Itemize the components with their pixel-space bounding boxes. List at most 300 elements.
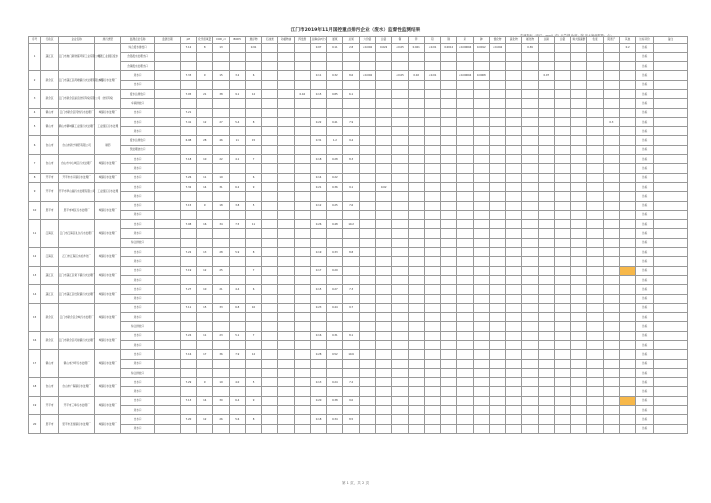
cell-value [620, 359, 636, 368]
cell-value: 7.21 [180, 108, 196, 117]
cell-value [408, 182, 424, 191]
cell-value [343, 313, 359, 322]
cell-value [571, 424, 587, 433]
cell-value [603, 192, 619, 201]
cell-value [294, 266, 310, 275]
cell-value [213, 192, 229, 201]
cell-value [522, 359, 538, 368]
cell-value: 7.13 [180, 396, 196, 405]
cell-value [620, 415, 636, 424]
cell-remark [653, 415, 687, 424]
cell-value [571, 164, 587, 173]
cell-value [213, 229, 229, 238]
cell-value [376, 257, 392, 266]
cell-value [489, 285, 505, 294]
cell-seq: 16 [29, 331, 41, 350]
cell-value [376, 71, 392, 80]
cell-value [278, 257, 294, 266]
cell-value [376, 424, 392, 433]
table-row [29, 406, 688, 415]
cell-value [587, 350, 603, 359]
cell-value [310, 238, 326, 247]
cell-value [457, 182, 473, 191]
cell-value [180, 341, 196, 350]
cell-value [554, 108, 570, 117]
cell-value: 36 [213, 350, 229, 359]
column-header: 备注 [653, 37, 687, 44]
cell-value [294, 229, 310, 238]
column-header: 锌 [408, 37, 424, 44]
cell-value [587, 359, 603, 368]
cell-seq: 10 [29, 201, 41, 220]
cell-value [538, 145, 554, 154]
cell-value [473, 424, 489, 433]
cell-value [359, 62, 375, 71]
table-row [29, 145, 688, 154]
cell-value [376, 173, 392, 182]
cell-date [155, 303, 181, 312]
cell-value: 0.11 [310, 71, 326, 80]
cell-eval: 达标 [636, 43, 654, 52]
cell-value [457, 127, 473, 136]
cell-seq: 4 [29, 108, 41, 117]
cell-value [213, 387, 229, 396]
cell-value [571, 303, 587, 312]
cell-eval: 达标 [636, 173, 654, 182]
cell-value: 7.22 [180, 248, 196, 257]
table-row [29, 136, 688, 145]
cell-eval: 达标 [636, 71, 654, 80]
cell-date [155, 322, 181, 331]
cell-value [457, 210, 473, 219]
cell-value [506, 257, 522, 266]
cell-value [180, 192, 196, 201]
cell-value [294, 248, 310, 257]
cell-value [473, 201, 489, 210]
cell-value [376, 164, 392, 173]
cell-value [522, 220, 538, 229]
cell-value [538, 285, 554, 294]
cell-value [473, 294, 489, 303]
cell-date [155, 99, 181, 108]
cell-value [408, 396, 424, 405]
cell-remark [653, 155, 687, 164]
cell-value [359, 210, 375, 219]
cell-value [392, 182, 408, 191]
cell-eval: 达标 [636, 294, 654, 303]
table-row [29, 80, 688, 89]
cell-value [197, 313, 213, 322]
cell-value [522, 424, 538, 433]
cell-value [489, 322, 505, 331]
table-row [29, 71, 688, 80]
cell-value [457, 266, 473, 275]
cell-value [489, 415, 505, 424]
cell-eval: 达标 [636, 238, 654, 247]
column-header: COD_cr [213, 37, 229, 44]
cell-value [262, 396, 278, 405]
cell-value: 9.4 [343, 136, 359, 145]
cell-value [457, 350, 473, 359]
cell-eval: 达标 [636, 229, 654, 238]
cell-value: 12 [245, 350, 261, 359]
cell-type: 城镇污水处理厂 [95, 396, 121, 415]
cell-value [245, 341, 261, 350]
cell-value [245, 192, 261, 201]
column-header: 镉 [441, 37, 457, 44]
cell-seq: 15 [29, 303, 41, 331]
column-header: 总氮 [343, 37, 359, 44]
cell-value [262, 89, 278, 98]
cell-value [620, 322, 636, 331]
cell-value [294, 406, 310, 415]
table-row [29, 350, 688, 359]
cell-value [424, 99, 440, 108]
cell-value [408, 378, 424, 387]
cell-value [620, 238, 636, 247]
cell-value [457, 341, 473, 350]
cell-value [571, 266, 587, 275]
cell-value: 7.05 [180, 89, 196, 98]
cell-value [278, 359, 294, 368]
cell-date [155, 275, 181, 284]
cell-value [262, 52, 278, 61]
cell-value [506, 145, 522, 154]
cell-value [538, 341, 554, 350]
cell-eval: 达标 [636, 52, 654, 61]
cell-date [155, 220, 181, 229]
cell-value [294, 155, 310, 164]
cell-value: 7.3 [343, 285, 359, 294]
cell-value [262, 182, 278, 191]
cell-value [587, 52, 603, 61]
cell-value [327, 99, 343, 108]
cell-value: 34 [213, 220, 229, 229]
column-header: 挥发酚 [294, 37, 310, 44]
cell-value [571, 99, 587, 108]
cell-value [571, 378, 587, 387]
cell-value [294, 331, 310, 340]
cell-value [180, 313, 196, 322]
cell-value [554, 173, 570, 182]
cell-value [327, 275, 343, 284]
cell-value [229, 43, 245, 52]
cell-value [278, 387, 294, 396]
cell-type: 城镇污水处理厂 [95, 415, 121, 434]
cell-value [229, 387, 245, 396]
cell-value [538, 80, 554, 89]
cell-value [197, 192, 213, 201]
cell-value [262, 341, 278, 350]
cell-remark [653, 210, 687, 219]
cell-value [278, 201, 294, 210]
cell-value [294, 164, 310, 173]
cell-type: 城镇污水处理厂 [95, 285, 121, 304]
cell-value [408, 359, 424, 368]
cell-value [506, 71, 522, 80]
cell-value [522, 322, 538, 331]
cell-value [229, 238, 245, 247]
cell-type: 城镇污水处理厂 [95, 350, 121, 378]
cell-value [278, 164, 294, 173]
cell-value [294, 257, 310, 266]
cell-value [278, 341, 294, 350]
cell-seq: 1 [29, 43, 41, 71]
cell-value [294, 192, 310, 201]
cell-value [473, 155, 489, 164]
cell-value [603, 313, 619, 322]
cell-value [554, 322, 570, 331]
cell-value [538, 406, 554, 415]
table-row [29, 127, 688, 136]
cell-remark [653, 322, 687, 331]
cell-value [554, 387, 570, 396]
cell-value [408, 341, 424, 350]
cell-value [571, 285, 587, 294]
cell-company: 鹤山市鹤城镇工业园污水处理厂 [58, 117, 95, 136]
cell-date [155, 89, 181, 98]
cell-value [343, 406, 359, 415]
cell-value [278, 173, 294, 182]
cell-eval: 达标 [636, 341, 654, 350]
cell-value [392, 406, 408, 415]
cell-value [506, 322, 522, 331]
cell-value [180, 257, 196, 266]
cell-value [408, 303, 424, 312]
cell-date [155, 266, 181, 275]
cell-value [522, 164, 538, 173]
cell-value [359, 341, 375, 350]
cell-value: 30 [213, 396, 229, 405]
cell-value [359, 331, 375, 340]
cell-value [489, 145, 505, 154]
cell-value: 9 [245, 182, 261, 191]
cell-value [392, 322, 408, 331]
table-row [29, 387, 688, 396]
cell-value: 8.8 [343, 248, 359, 257]
cell-eval: 达标 [636, 108, 654, 117]
cell-value [506, 275, 522, 284]
cell-value [278, 313, 294, 322]
cell-remark [653, 136, 687, 145]
cell-value: 0.27 [327, 285, 343, 294]
cell-value [408, 368, 424, 377]
cell-value [245, 164, 261, 173]
cell-value [441, 136, 457, 145]
cell-value [441, 201, 457, 210]
cell-date [155, 387, 181, 396]
cell-value [408, 220, 424, 229]
cell-value [620, 406, 636, 415]
cell-remark [653, 52, 687, 61]
cell-value [359, 201, 375, 210]
cell-point: 进水口 [121, 341, 155, 350]
cell-value [376, 378, 392, 387]
cell-value: 38 [213, 89, 229, 98]
cell-value [408, 52, 424, 61]
cell-value [473, 275, 489, 284]
cell-value: 3.8 [229, 201, 245, 210]
cell-value [376, 192, 392, 201]
cell-value [327, 294, 343, 303]
cell-value [197, 99, 213, 108]
cell-value [278, 43, 294, 52]
cell-value [457, 331, 473, 340]
cell-value [180, 275, 196, 284]
cell-value [262, 275, 278, 284]
cell-value: 19 [213, 173, 229, 182]
cell-value [229, 275, 245, 284]
cell-value [245, 238, 261, 247]
cell-value [180, 62, 196, 71]
cell-value [229, 99, 245, 108]
cell-value: 7.29 [180, 378, 196, 387]
cell-value [506, 424, 522, 433]
cell-value [294, 136, 310, 145]
cell-value [278, 350, 294, 359]
cell-value [571, 396, 587, 405]
cell-value [376, 313, 392, 322]
cell-value [538, 415, 554, 424]
cell-point: 废水总排放口 [121, 89, 155, 98]
cell-value: 14 [197, 182, 213, 191]
cell-company: 江门市江海区水质净化厂 [58, 248, 95, 267]
cell-value [506, 238, 522, 247]
cell-value [262, 359, 278, 368]
table-row [29, 285, 688, 294]
cell-value [294, 378, 310, 387]
cell-value: 0.34 [327, 415, 343, 424]
cell-value [180, 145, 196, 154]
cell-value [245, 108, 261, 117]
cell-seq: 13 [29, 266, 41, 285]
cell-type: 工业园区污水处理 [95, 117, 121, 136]
cell-value [278, 155, 294, 164]
cell-value [538, 322, 554, 331]
cell-value [262, 164, 278, 173]
cell-remark [653, 350, 687, 359]
page-footer: 第 1 页，共 2 页 [341, 481, 370, 485]
cell-value [489, 396, 505, 405]
cell-value [278, 136, 294, 145]
report-title: 江门市2019年11月国控重点排污企业（废水）监督性监测结果 [290, 28, 421, 33]
cell-value [408, 80, 424, 89]
cell-value [359, 136, 375, 145]
column-header: 氟化物 [522, 37, 538, 44]
table-row [29, 313, 688, 322]
cell-district: 新会区 [41, 71, 59, 90]
cell-value [473, 350, 489, 359]
cell-value [376, 201, 392, 210]
cell-value [359, 257, 375, 266]
column-header: 总铬 [376, 37, 392, 44]
cell-value: 0.22 [327, 173, 343, 182]
cell-value [473, 182, 489, 191]
cell-value: 0.23 [310, 303, 326, 312]
cell-district: 新会区 [41, 303, 59, 331]
cell-value [603, 155, 619, 164]
cell-value: 9.1 [229, 89, 245, 98]
cell-point: 进水口 [121, 359, 155, 368]
cell-value [457, 387, 473, 396]
cell-value [392, 127, 408, 136]
cell-seq: 12 [29, 248, 41, 267]
cell-value [587, 415, 603, 424]
cell-value: 0.0012 [441, 43, 457, 52]
cell-value [424, 331, 440, 340]
cell-value [522, 201, 538, 210]
cell-value [506, 127, 522, 136]
table-row [29, 52, 688, 61]
column-header: 达标评价 [636, 37, 654, 44]
cell-value [376, 415, 392, 424]
cell-eval: 达标 [636, 62, 654, 71]
cell-value [538, 117, 554, 126]
cell-remark [653, 71, 687, 80]
cell-value: 5.6 [229, 415, 245, 424]
cell-value [489, 108, 505, 117]
cell-value [554, 303, 570, 312]
cell-value [473, 359, 489, 368]
cell-value [424, 201, 440, 210]
cell-value [213, 322, 229, 331]
cell-value [506, 99, 522, 108]
cell-value [359, 415, 375, 424]
cell-value: 12 [245, 89, 261, 98]
cell-value [343, 424, 359, 433]
cell-value [554, 127, 570, 136]
cell-value [538, 257, 554, 266]
cell-value: 12 [197, 266, 213, 275]
table-row [29, 294, 688, 303]
cell-value [310, 108, 326, 117]
cell-type: 城镇污水处理厂 [95, 71, 121, 90]
cell-value [489, 99, 505, 108]
cell-value [473, 62, 489, 71]
cell-value: 7.19 [180, 266, 196, 275]
cell-value: 0.36 [327, 182, 343, 191]
cell-value [343, 387, 359, 396]
cell-value [424, 359, 440, 368]
cell-value [392, 248, 408, 257]
cell-value: 13 [213, 43, 229, 52]
cell-eval: 达标 [636, 313, 654, 322]
cell-value: 7.11 [180, 303, 196, 312]
cell-value [245, 62, 261, 71]
cell-value [620, 248, 636, 257]
cell-date [155, 396, 181, 405]
cell-value [522, 396, 538, 405]
cell-value [343, 108, 359, 117]
cell-value [538, 396, 554, 405]
cell-value: 7.12 [180, 43, 196, 52]
cell-value [441, 275, 457, 284]
cell-value [620, 71, 636, 80]
cell-value [294, 71, 310, 80]
cell-value [506, 201, 522, 210]
cell-value [587, 406, 603, 415]
cell-value [489, 359, 505, 368]
cell-value [408, 238, 424, 247]
table-row [29, 99, 688, 108]
cell-value [603, 71, 619, 80]
cell-value [392, 341, 408, 350]
cell-eval: 达标 [636, 285, 654, 294]
cell-value [603, 80, 619, 89]
cell-value: 0.31 [310, 136, 326, 145]
cell-date [155, 155, 181, 164]
cell-date [155, 341, 181, 350]
